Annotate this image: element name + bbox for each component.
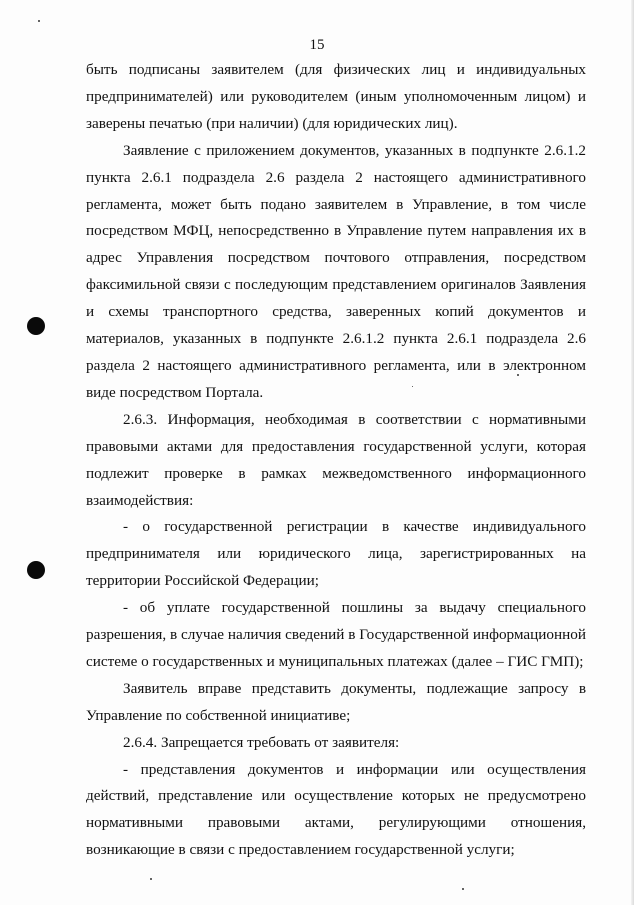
list-item-prohibited-requirements: - представления документов и информации или осуществления действий, представление или осуществление которых не предусмотрено нормативными правовыми актами, регулирующими отношения, возникающие в связи с предоставлением государственной услуги; [86, 760, 586, 859]
punch-hole-mark [27, 317, 45, 335]
paragraph-application-submission: Заявление с приложением документов, указанных в подпункте 2.6.1.2 пункта 2.6.1 подраздела 2.6 раздела 2 настоящего административного регламента, может быть подано заявителем в Управление, в том числе посредством МФЦ, непосредственно в Управление путем направления их в адрес Управления посредством почтового отправления, посредством факсимильной связи с последующим представлением оригиналов Заявления и схемы транспортного средства, заверенных копий документов и материалов, указанных в подпункте 2.6.1.2 пункта 2.6.1 подраздела 2.6 раздела 2 настоящего административного регламента, или в электронном виде посредством Портала. [86, 141, 586, 401]
scan-speck [150, 878, 152, 880]
document-body [86, 57, 586, 864]
paragraph-section-2-6-4: 2.6.4. Запрещается требовать от заявителя: [123, 733, 400, 751]
list-item-state-registration: - о государственной регистрации в качестве индивидуального предпринимателя или юридического лица, зарегистрированных на территории Российской Федерации; [86, 518, 586, 590]
scan-speck [462, 888, 464, 890]
scan-speck [38, 20, 40, 22]
punch-hole-mark [27, 561, 45, 579]
list-item-state-fee: - об уплате государственной пошлины за выдачу специального разрешения, в случае наличия сведений в Государственной информационной системе о государственных и муниципальных платежах (далее – ГИС ГМП); [86, 599, 586, 670]
paragraph-continuation: быть подписаны заявителем (для физических лиц и индивидуальных предпринимателей) или руководителем (иным уполномоченным лицом) и заверены печатью (при наличии) (для юридических лиц). [86, 61, 586, 132]
paragraph-section-2-6-3: 2.6.3. Информация, необходимая в соответствии с нормативными правовыми актами для предоставления государственной услуги, которая подлежит проверке в рамках межведомственного информационного взаимодействия: [86, 410, 586, 509]
paragraph-applicant-right: Заявитель вправе представить документы, подлежащие запросу в Управление по собственной инициативе; [86, 679, 586, 724]
page-number: 15 [309, 37, 325, 53]
